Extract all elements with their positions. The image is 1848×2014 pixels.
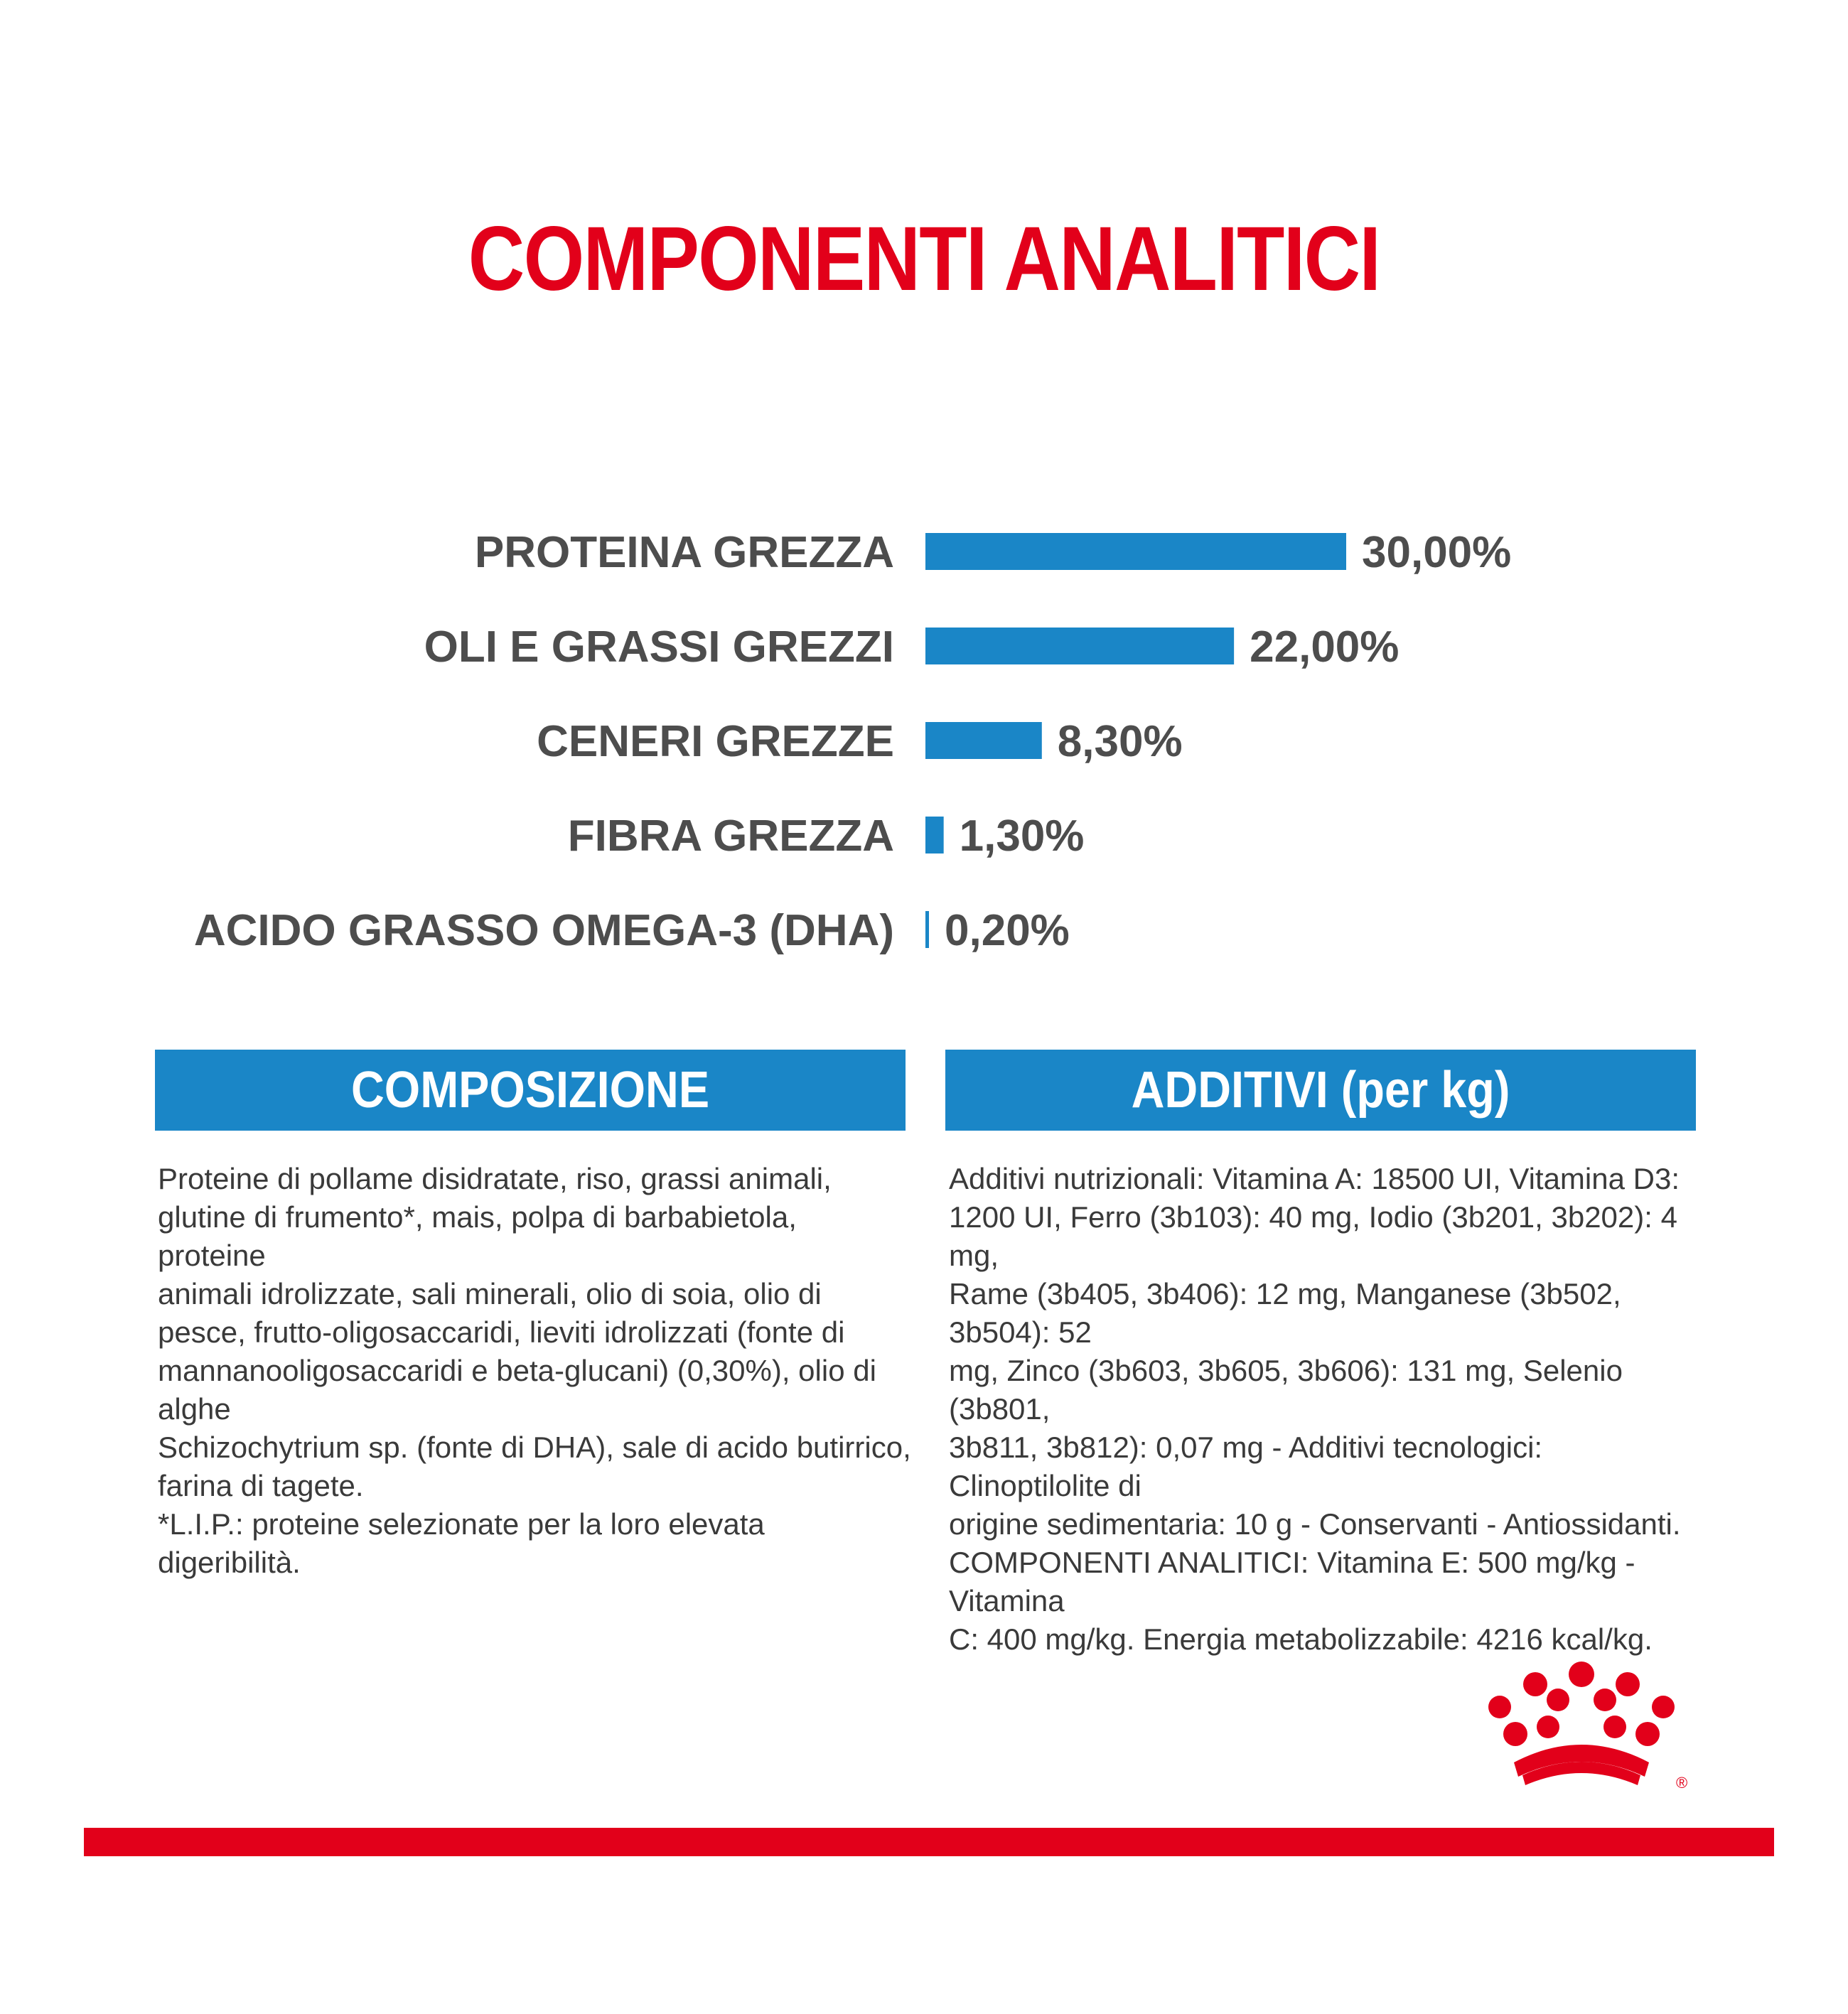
bar (925, 911, 929, 948)
bar (925, 533, 1346, 570)
bar-value-label: 30,00% (1362, 528, 1512, 577)
bar-label: ACIDO GRASSO OMEGA-3 (DHA) (193, 906, 894, 955)
bar-value-label: 1,30% (959, 812, 1085, 861)
bar-value-label: 8,30% (1057, 717, 1183, 766)
page-title: COMPONENTI ANALITICI (468, 208, 1380, 310)
bar (925, 722, 1042, 759)
bar-label: CENERI GREZZE (537, 717, 894, 766)
footer-band (84, 1828, 1774, 1856)
additives-header-label: ADDITIVI (per kg) (1131, 1062, 1510, 1119)
composition-text: Proteine di pollame disidratate, riso, grassi animali, glutine di frumento*, mais, polpa di barbabietola, proteine animali idrolizzate, sali minerali, olio di soia, olio di pesce, frutto-oligosaccaridi, lieviti idrolizzati (fonte di mannanooligosaccaridi e beta-glucani) (0,30%), olio di alghe Schizochytrium sp. (fonte di DHA), sale di acido butirrico, farina di tagete. *L.I.P.: proteine selezionate per la loro elevata digeribilità. (158, 1162, 911, 1579)
bar-label: OLI E GRASSI GREZZI (424, 623, 894, 672)
additives-header (945, 1050, 1696, 1131)
composition-header (155, 1050, 906, 1131)
bar-value-label: 22,00% (1250, 623, 1400, 672)
bar (925, 628, 1234, 664)
additives-text: Additivi nutrizionali: Vitamina A: 18500 UI, Vitamina D3: 1200 UI, Ferro (3b103): 40 mg, Iodio (3b201, 3b202): 4 mg, Rame (3b405, 3b406): 12 mg, Manganese (3b502, 3b504): 52 mg, Zinco (3b603, 3b605, 3b606): 131 mg, Selenio (3b801, 3b811, 3b812): 0,07 mg - Additivi tecnologici: Clinoptilolite di origine sedimentaria: 10 g - Conservanti - Antiossidanti. COMPONENTI ANALITICI: Vitamina E: 500 mg/kg - Vitamina C: 400 mg/kg. Energia metabolizzabile: 4216 kcal/kg. (949, 1162, 1681, 1656)
crown-logo-icon (1471, 1656, 1692, 1798)
registered-mark: ® (1676, 1774, 1688, 1792)
bar-label: FIBRA GREZZA (567, 812, 894, 861)
bar-value-label: 0,20% (945, 906, 1070, 955)
bar-label: PROTEINA GREZZA (474, 528, 894, 577)
composition-header-label: COMPOSIZIONE (350, 1062, 710, 1119)
bar (925, 817, 944, 853)
